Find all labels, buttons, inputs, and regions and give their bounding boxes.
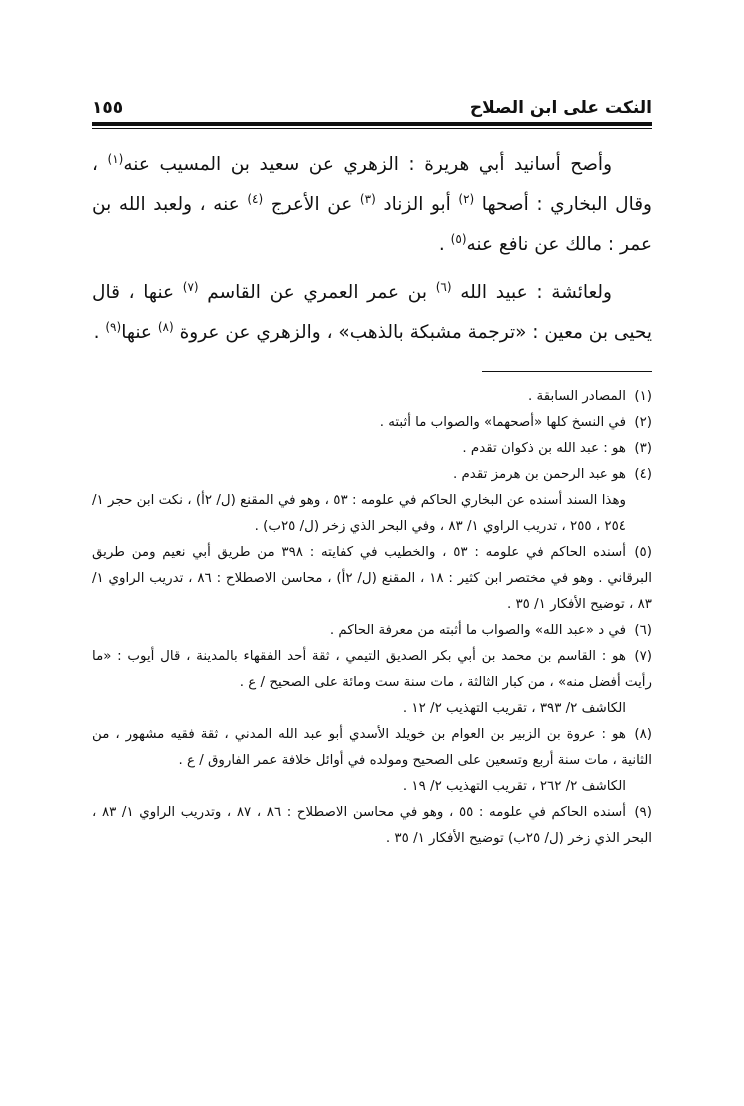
header-rule-thin	[92, 128, 652, 129]
footnote-text: هو عبد الرحمن بن هرمز تقدم .	[453, 467, 626, 482]
footnote-number: (٤)	[634, 467, 652, 482]
footnote	[92, 722, 652, 800]
footnote-text: هو : القاسم بن محمد بن أبي بكر الصديق التيمي ، ثقة أحد الفقهاء بالمدينة ، قال أيوب : «ما رأيت أفضل منه» ، من كبار الثالثة ، مات سنة ست ومائة على الصحيح / ع .	[92, 649, 652, 690]
footnote-text: الكاشف ٢/ ٢٦٢ ، تقريب التهذيب ٢/ ١٩ .	[402, 779, 626, 794]
footnote-text: أسنده الحاكم في علومه : ٥٥ ، وهو في محاسن الاصطلاح : ٨٦ ، ٨٧ ، وتدريب الراوي ١/ ٨٣ ، البحر الذي زخر (ل/ ٢٥ب) توضيح الأفكار ١/ ٣٥ .	[92, 805, 652, 846]
footnote-line	[92, 410, 652, 436]
footnote-ref[interactable]: (٤)	[247, 191, 264, 206]
text-run: أبو الزناد	[375, 194, 459, 215]
footnote-text: في النسخ كلها «أصحهما» والصواب ما أثبته .	[379, 415, 626, 430]
text-run: عنه ، ولعبد الله بن عمر : مالك عن نافع عنه	[92, 194, 652, 255]
text-run: عن الأعرج	[263, 194, 360, 215]
footnote-text: أسنده الحاكم في علومه : ٥٣ ، والخطيب في كفايته : ٣٩٨ من طريق أبي نعيم ومن طريق البرقاني . وهو في مختصر ابن كثير : ١٨ ، المقنع (ل/ ٢أ) ، محاسن الاصطلاح : ٨٦ ، تدريب الراوي ١/ ٨٣ ، توضيح الأفكار ١/ ٣٥ .	[92, 545, 652, 612]
footnote	[92, 436, 652, 462]
footnote-text: في د «عبد الله» والصواب ما أثبته من معرفة الحاكم .	[329, 623, 626, 638]
footnote-number: (٢)	[634, 415, 652, 430]
text-run: عنها ، قال يحيى بن معين : «ترجمة مشبكة بالذهب» ، والزهري عن عروة	[92, 282, 652, 343]
footnote-separator	[482, 371, 652, 372]
footnote-ref[interactable]: (٩)	[105, 319, 122, 334]
running-title: النكت على ابن الصلاح	[469, 98, 652, 118]
text-run: بن عمر العمري عن القاسم	[198, 282, 436, 303]
footnote-number: (٩)	[634, 805, 652, 820]
footnote-ref[interactable]: (٥)	[450, 231, 467, 246]
footnote-ref[interactable]: (٢)	[458, 191, 475, 206]
footnote	[92, 410, 652, 436]
footnote-text: الكاشف ٢/ ٣٩٣ ، تقريب التهذيب ٢/ ١٢ .	[402, 701, 626, 716]
footnote-line	[92, 462, 652, 488]
text-run: وأصح أسانيد أبي هريرة : الزهري عن سعيد بن المسيب عنه	[123, 154, 613, 175]
footnotes	[92, 384, 652, 852]
footnote-text: المصادر السابقة .	[528, 389, 626, 404]
text-run: .	[93, 322, 106, 343]
footnote-line	[92, 722, 652, 774]
footnote-text: وهذا السند أسنده عن البخاري الحاكم في علومه : ٥٣ ، وهو في المقنع (ل/ ٢أ) ، نكت ابن حجر ١/ ٢٥٤ ، ٢٥٥ ، تدريب الراوي ١/ ٨٣ ، وفي البحر الذي زخر (ل/ ٢٥ب) .	[92, 493, 626, 534]
footnote	[92, 540, 652, 618]
footnote-ref[interactable]: (٦)	[435, 279, 452, 294]
footnote	[92, 618, 652, 644]
footnote-line	[92, 618, 652, 644]
footnote-ref[interactable]: (١)	[107, 151, 124, 166]
header-rule-thick	[92, 122, 652, 126]
footnote-line	[92, 384, 652, 410]
footnote-line	[92, 436, 652, 462]
footnote-number: (٨)	[634, 727, 652, 742]
footnote-line	[92, 800, 652, 852]
footnote-ref[interactable]: (٧)	[182, 279, 199, 294]
book-page	[92, 88, 652, 852]
footnote-text: هو : عبد الله بن ذكوان تقدم .	[462, 441, 626, 456]
footnote	[92, 800, 652, 852]
paragraph-1	[92, 145, 652, 265]
footnote-number: (٧)	[634, 649, 652, 664]
paragraph-2	[92, 273, 652, 353]
footnote	[92, 462, 652, 540]
text-run: .	[438, 234, 451, 255]
text-run: ولعائشة : عبيد الله	[451, 282, 612, 303]
footnote-ref[interactable]: (٨)	[157, 319, 174, 334]
footnote-number: (١)	[634, 389, 652, 404]
footnote	[92, 384, 652, 410]
footnote-text: هو : عروة بن الزبير بن العوام بن خويلد الأسدي أبو عبد الله المدني ، ثقة فقيه مشهور ، من الثانية ، مات سنة أربع وتسعين على الصحيح ومولده في أوائل خلافة عمر الفاروق / ع .	[92, 727, 652, 768]
text-run: عنها	[121, 322, 158, 343]
text-run: ، وقال البخاري : أصحها	[92, 154, 652, 215]
footnote-number: (٣)	[634, 441, 652, 456]
page-number: ١٥٥	[92, 98, 124, 118]
footnote	[92, 644, 652, 722]
footnote-line	[92, 540, 652, 618]
footnote-ref[interactable]: (٣)	[359, 191, 376, 206]
main-text	[92, 145, 652, 353]
footnote-line	[92, 644, 652, 696]
footnote-number: (٥)	[634, 545, 652, 560]
footnote-number: (٦)	[634, 623, 652, 638]
page-header	[92, 88, 652, 118]
